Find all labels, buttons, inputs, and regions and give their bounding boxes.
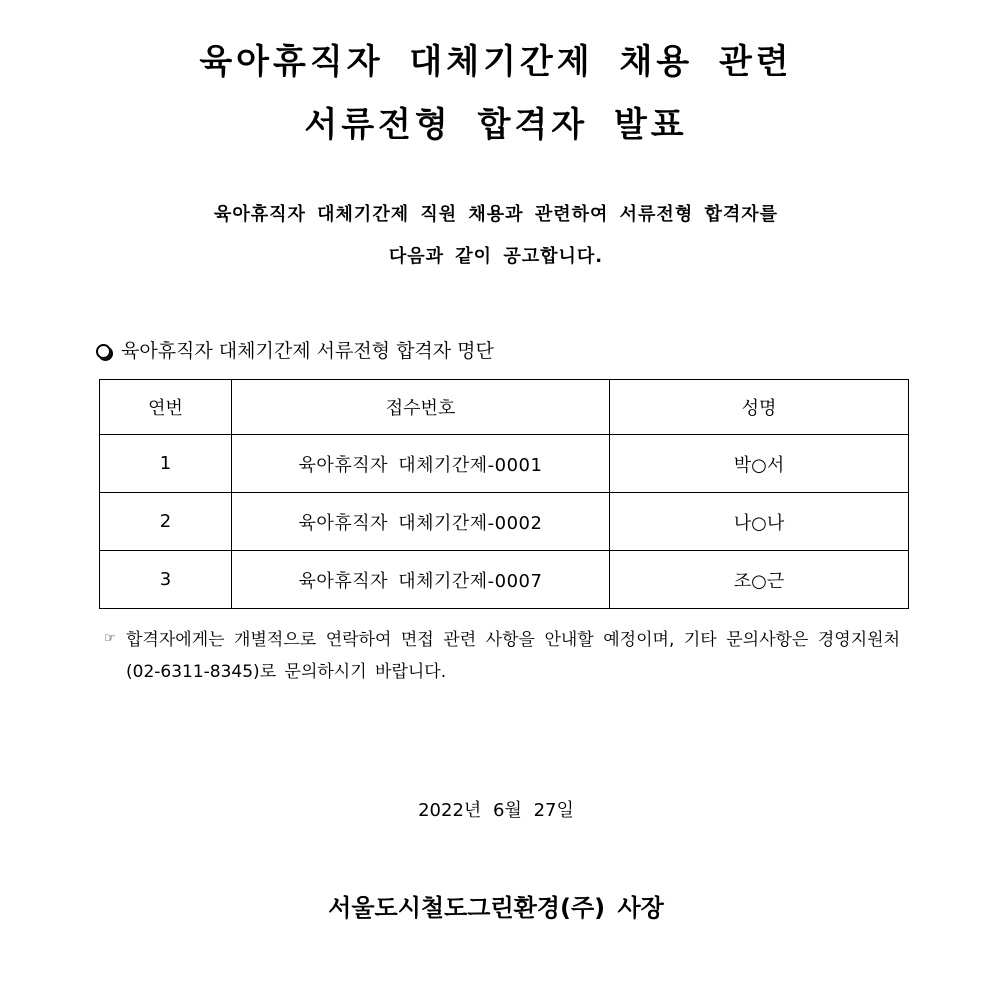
row-name: 나○나 xyxy=(610,493,909,551)
pointing-hand-icon: ☞ xyxy=(104,631,116,646)
row-number: 2 xyxy=(100,493,232,551)
header-receipt-number: 접수번호 xyxy=(232,380,610,435)
header-name: 성명 xyxy=(610,380,909,435)
contact-note-text: 합격자에게는 개별적으로 연락하여 면접 관련 사항을 안내할 예정이며, 기타 문의사항은 경영지원처(02-6311-8345)로 문의하시기 바랍니다. xyxy=(126,630,900,682)
row-number: 1 xyxy=(100,435,232,493)
document-title-line-2: 서류전형 합격자 발표 xyxy=(304,105,688,145)
announcement-date: 2022년 6월 27일 xyxy=(418,800,574,821)
row-number: 3 xyxy=(100,551,232,609)
table-row xyxy=(100,435,909,493)
passer-table xyxy=(99,379,909,609)
circle-bullet-icon xyxy=(96,344,111,359)
intro-line-1: 육아휴직자 대체기간제 직원 채용과 관련하여 서류전형 합격자를 xyxy=(213,204,779,225)
table-row xyxy=(100,551,909,609)
table-row xyxy=(100,493,909,551)
intro-line-2: 다음과 같이 공고합니다. xyxy=(388,246,604,267)
section-heading-text: 육아휴직자 대체기간제 서류전형 합격자 명단 xyxy=(121,340,494,362)
table-header-row xyxy=(100,380,909,435)
header-number: 연번 xyxy=(100,380,232,435)
document-title-line-1: 육아휴직자 대체기간제 채용 관련 xyxy=(199,42,793,82)
row-receipt-number: 육아휴직자 대체기간제-0007 xyxy=(232,551,610,609)
contact-note xyxy=(104,624,900,688)
row-name: 박○서 xyxy=(610,435,909,493)
row-receipt-number: 육아휴직자 대체기간제-0001 xyxy=(232,435,610,493)
row-name: 조○근 xyxy=(610,551,909,609)
row-receipt-number: 육아휴직자 대체기간제-0002 xyxy=(232,493,610,551)
issuer-signature: 서울도시철도그린환경(주) 사장 xyxy=(328,894,664,922)
section-heading xyxy=(96,338,494,364)
